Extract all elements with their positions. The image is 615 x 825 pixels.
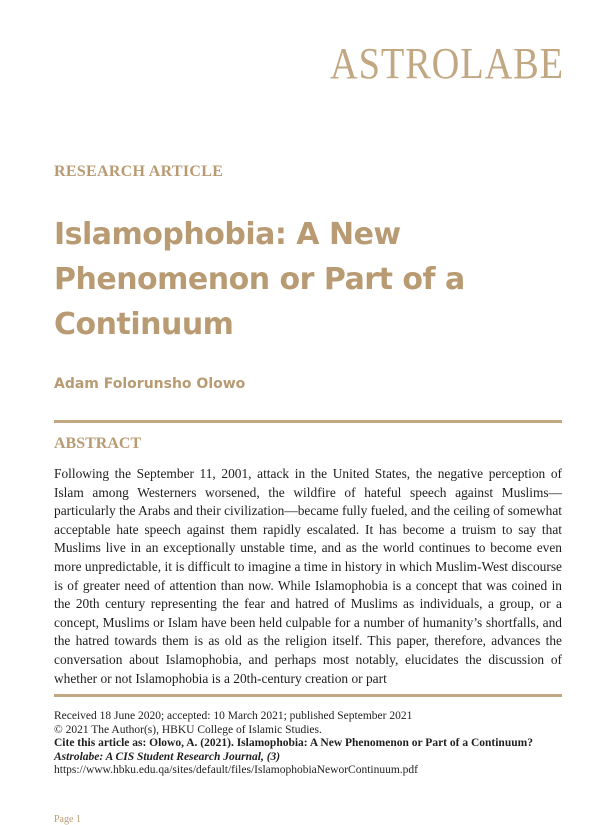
abstract-heading: ABSTRACT bbox=[54, 435, 142, 452]
divider-bottom bbox=[54, 694, 562, 697]
abstract-body: Following the September 11, 2001, attack in the United States, the negative perception of Islam among Westerners worsened, the wildfire of hateful speech against Muslims—particularly the Arabs and their civilization—became fully fueled, and the ceiling of somewhat acceptable hate speech against them rapidly escalated. It has become a truism to say that Muslims live in an exceptionally unstable time, and as the world continues to become even more unpredictable, it is difficult to imagine a time in history in which Muslim-West discourse is of greater need of attention than now. While Islamophobia is a concept that was coined in the 20th century representing the fear and hatred of Muslims as individuals, a group, or a concept, Muslims or Islam have been held culpable for a number of humanity’s shortfalls, and the hatred towards them is as old as the religion itself. This paper, therefore, advances the conversation about Islamophobia, and perhaps most notably, elucidates the discussion of whether or not Islamophobia is a 20th-century creation or part bbox=[54, 466, 562, 686]
logo-text: ASTROLABE bbox=[330, 39, 564, 88]
astrolabe-logo bbox=[329, 39, 565, 88]
citation-block bbox=[54, 710, 574, 778]
section-label: RESEARCH ARTICLE bbox=[54, 163, 224, 180]
page-number: Page 1 bbox=[54, 814, 81, 825]
divider-top bbox=[54, 420, 562, 423]
astrolabe-logo-wordmark bbox=[329, 39, 565, 88]
copyright-notice: © 2021 The Author(s), HBKU College of Islamic Studies. bbox=[54, 723, 322, 736]
article-url[interactable]: https://www.hbku.edu.qa/sites/default/files/IslamophobiaNeworContinuum.pdf bbox=[54, 764, 419, 777]
article-author: Adam Folorunsho Olowo bbox=[54, 376, 246, 392]
cite-as: Cite this article as: Olowo, A. (2021). Islamophobia: A New Phenomenon or Part of a Continuum? bbox=[54, 737, 533, 750]
article-title: Islamophobia: A New Phenomenon or Part of a Continuum bbox=[54, 217, 465, 342]
journal-name: Astrolabe: A CIS Student Research Journal, (3) bbox=[54, 750, 281, 763]
publication-dates: Received 18 June 2020; accepted: 10 March 2021; published September 2021 bbox=[54, 710, 413, 722]
